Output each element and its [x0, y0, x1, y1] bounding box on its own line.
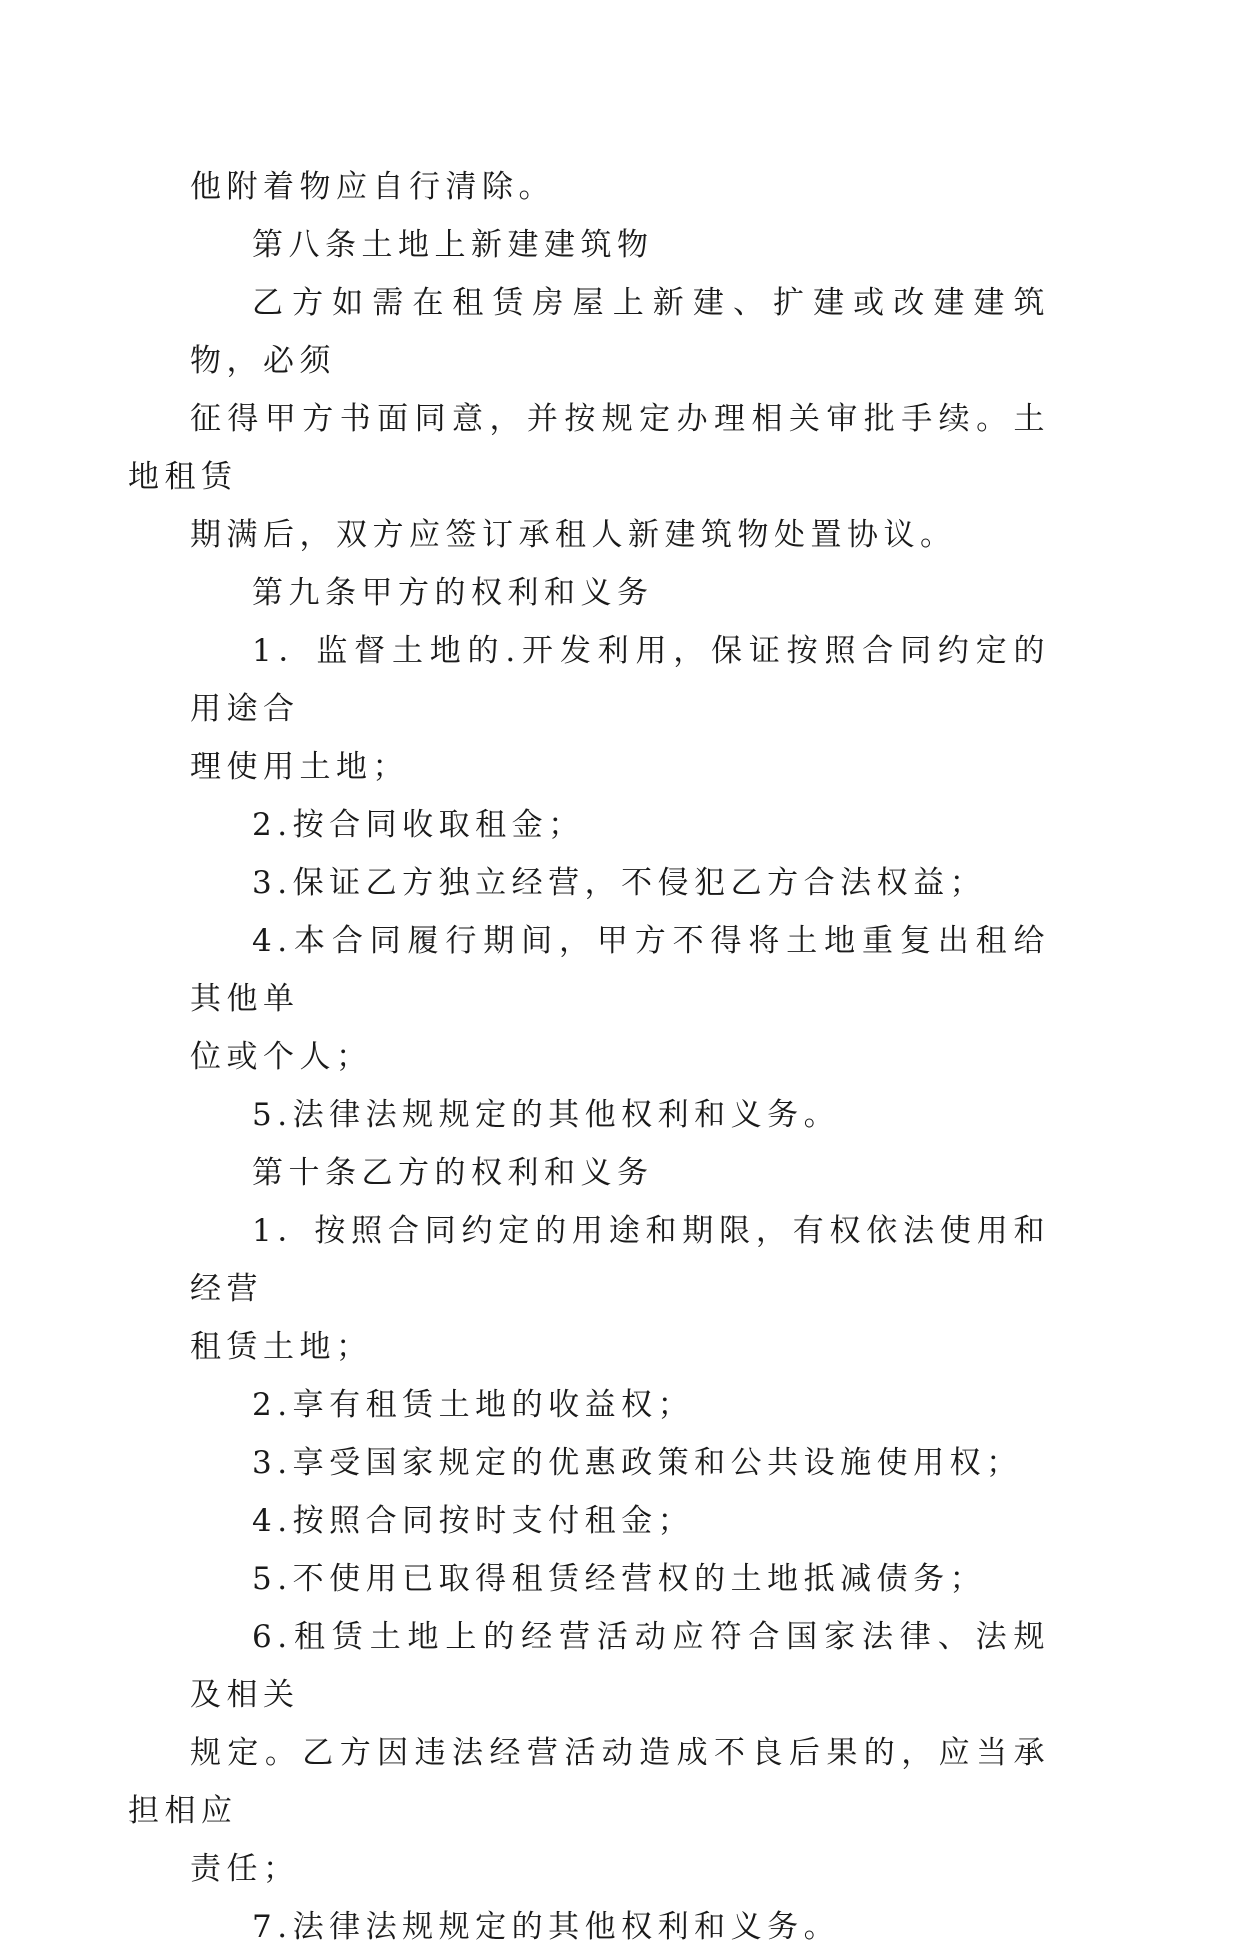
text-line: 第九条甲方的权利和义务	[252, 575, 654, 611]
article-9-item-2	[190, 796, 1050, 854]
text-line: 7.法律法规规定的其他权利和义务。	[252, 1909, 841, 1945]
text-line: 2.按合同收取租金；	[252, 807, 585, 843]
text-line: 责任；	[190, 1851, 300, 1887]
text-line: 4.本合同履行期间，甲方不得将土地重复出租给其他单	[190, 923, 1050, 1017]
text-line: 3.保证乙方独立经营，不侵犯乙方合法权益；	[252, 865, 987, 901]
text-line: 他附着物应自行清除。	[190, 169, 555, 205]
text-line: 第八条土地上新建建筑物	[252, 227, 654, 263]
article-9-item-3	[190, 854, 1050, 912]
article-10-item-6	[128, 1608, 1050, 1898]
article-10-item-7	[190, 1898, 1050, 1956]
text-line: 租赁土地；	[190, 1329, 373, 1365]
article-10-item-5	[190, 1550, 1050, 1608]
article-9-item-4	[190, 912, 1050, 1086]
text-line: 1．监督土地的.开发利用，保证按照合同约定的用途合	[190, 633, 1050, 727]
article-8-heading	[190, 216, 1050, 274]
text-line: 位或个人；	[190, 1039, 373, 1075]
article-10-item-1	[190, 1202, 1050, 1376]
text-line: 第十条乙方的权利和义务	[252, 1155, 654, 1191]
text-line: 期满后，双方应签订承租人新建筑物处置协议。	[190, 517, 957, 553]
paragraph-continuation	[190, 158, 1050, 216]
text-line: 规定。乙方因违法经营活动造成不良后果的，应当承担相应	[128, 1735, 1050, 1829]
article-10-item-4	[190, 1492, 1050, 1550]
text-line: 4.按照合同按时支付租金；	[252, 1503, 695, 1539]
article-9-item-1	[190, 622, 1050, 796]
document-body	[128, 158, 1050, 1956]
text-line: 6.租赁土地上的经营活动应符合国家法律、法规及相关	[190, 1619, 1050, 1713]
article-10-item-2	[190, 1376, 1050, 1434]
text-line: 3.享受国家规定的优惠政策和公共设施使用权；	[252, 1445, 1023, 1481]
text-line: 5.不使用已取得租赁经营权的土地抵减债务；	[252, 1561, 987, 1597]
text-line: 2.享有租赁土地的收益权；	[252, 1387, 695, 1423]
article-9-heading	[190, 564, 1050, 622]
article-9-item-5	[190, 1086, 1050, 1144]
text-line: 5.法律法规规定的其他权利和义务。	[252, 1097, 841, 1133]
text-line: 理使用土地；	[190, 749, 409, 785]
article-10-heading	[190, 1144, 1050, 1202]
article-10-item-3	[190, 1434, 1050, 1492]
text-line: 1．按照合同约定的用途和期限，有权依法使用和经营	[190, 1213, 1050, 1307]
article-8-body	[128, 274, 1050, 564]
text-line: 征得甲方书面同意，并按规定办理相关审批手续。土地租赁	[128, 401, 1050, 495]
text-line: 乙方如需在租赁房屋上新建、扩建或改建建筑物，必须	[190, 285, 1050, 379]
